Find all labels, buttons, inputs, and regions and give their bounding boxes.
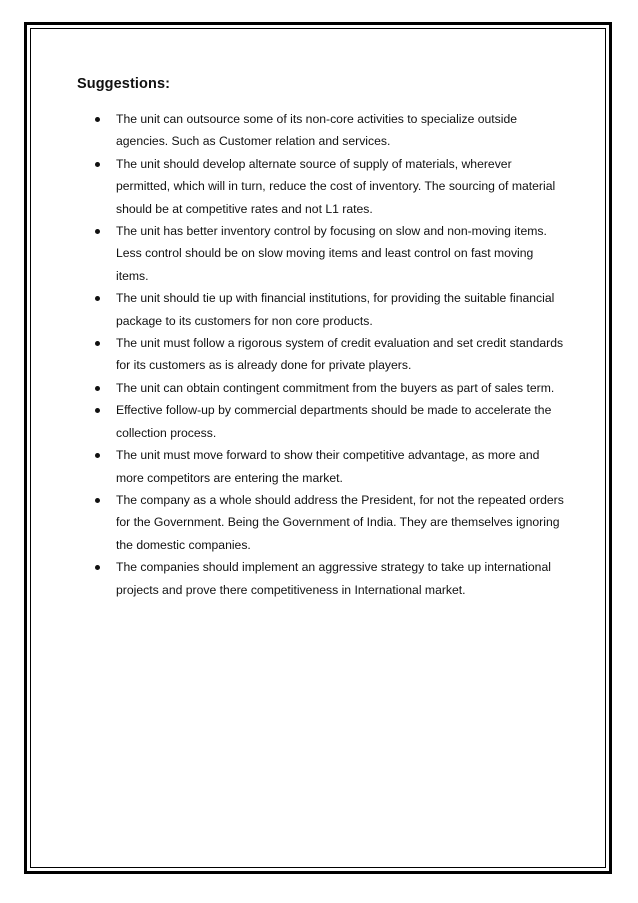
section-heading: Suggestions: [77, 76, 171, 92]
list-item-text: The unit has better inventory control by focusing on slow and non-moving items. Less control should be on slow moving items and least control on fast moving items. [116, 224, 547, 283]
list-item-text: Effective follow-up by commercial departments should be made to accelerate the collection process. [116, 403, 552, 440]
document-content [77, 76, 567, 601]
bullet-icon [95, 296, 100, 301]
list-item [77, 377, 567, 399]
list-item [77, 287, 567, 332]
list-item-text: The unit must follow a rigorous system of credit evaluation and set credit standards for its customers as is already done for private players. [116, 336, 564, 373]
bullet-icon [95, 565, 100, 570]
bullet-icon [95, 386, 100, 391]
list-item-text: The company as a whole should address the President, for not the repeated orders for the Government. Being the Government of India. They are themselves ignoring the domestic companies. [116, 492, 564, 552]
list-item [77, 108, 567, 153]
list-item-text: The unit should develop alternate source of supply of materials, wherever permitted, which will in turn, reduce the cost of inventory. The sourcing of material should be at competitive rates and not L1 rates. [116, 156, 556, 216]
bullet-icon [95, 453, 100, 458]
list-item [77, 556, 567, 601]
list-item-text: The unit should tie up with financial institutions, for providing the suitable financial package to its customers for non core products. [116, 291, 555, 328]
list-item [77, 444, 567, 489]
bullet-icon [95, 229, 100, 234]
bullet-icon [95, 162, 100, 167]
list-item [77, 399, 567, 444]
list-item-text: The companies should implement an aggressive strategy to take up international projects and prove there competitiveness in International market. [116, 560, 551, 597]
list-item [77, 489, 567, 556]
list-item-text: The unit can outsource some of its non-core activities to specialize outside agencies. Such as Customer relation and services. [116, 112, 518, 149]
list-item [77, 332, 567, 377]
bullet-icon [95, 117, 100, 122]
suggestion-list [77, 108, 567, 601]
list-item [77, 220, 567, 287]
bullet-icon [95, 408, 100, 413]
bullet-icon [95, 498, 100, 503]
bullet-icon [95, 341, 100, 346]
list-item-text: The unit can obtain contingent commitment from the buyers as part of sales term. [116, 380, 555, 395]
list-item-text: The unit must move forward to show their competitive advantage, as more and more competitors are entering the market. [116, 448, 540, 485]
list-item [77, 153, 567, 220]
